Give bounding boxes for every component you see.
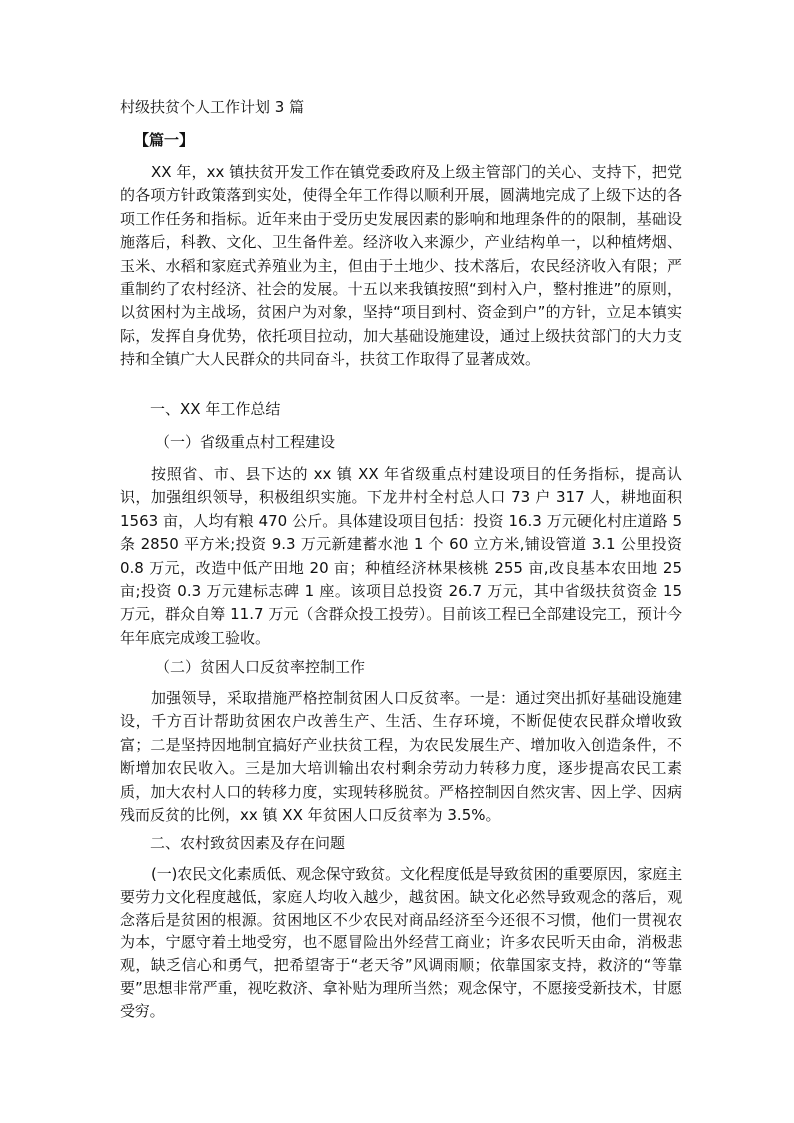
intro-paragraph: XX 年，xx 镇扶贫开发工作在镇党委政府及上级主管部门的关心、支持下，把党的各项方针政策落到实处，使得全年工作得以顺利开展，圆满地完成了上级下达的各项工作任务和指标。近年来由于受历史发展因素的影响和地理条件的的限制，基础设施落后，科教、文化、卫生备件差。经济收入来源少，产业结构单一，以种植烤烟、玉米、水稻和家庭式养殖业为主，但由于土地少、技术落后，农民经济收入有限；严重制约了农村经济、社会的发展。十五以来我镇按照“到村入户，整村推进”的原则，以贫困村为主战场，贫困户为对象，坚持“项目到村、资金到户”的方针，立足本镇实际，发挥自身优势，依托项目拉动，加大基础设施建设，通过上级扶贫部门的大力支持和全镇广大人民群众的共同奋斗，扶贫工作取得了显著成效。 xyxy=(120,163,682,369)
paragraph-poverty-return: 加强领导，采取措施严格控制贫困人口反贫率。一是：通过突出抓好基础设施建设，千方百计帮助贫困农户改善生产、生活、生存环境，不断促使农民群众增收致富；二是坚持因地制宜搞好产业扶贫工程，为农民发展生产、增加收入创造条件，不断增加农民收入。三是加大培训输出农村剩余劳动力转移力度，逐步提高农民工素质，加大农村人口的转移力度，实现转移脱贫。严格控制因自然灾害、因上学、因病残而反贫的比例，xx 镇 XX 年贫困人口反贫率为 3.5%。 xyxy=(120,689,682,825)
heading-work-summary: 一、XX 年工作总结 xyxy=(150,400,281,418)
section-marker: 【篇一】 xyxy=(134,131,195,149)
paragraph-education-factor: (一)农民文化素质低、观念保守致贫。文化程度低是导致贫困的重要原因，家庭主要劳力文化程度越低，家庭人均收入越少，越贫困。缺文化必然导致观念的落后，观念落后是贫困的根源。贫困地区不少农民对商品经济至今还很不习惯，他们一贯视农为本，宁愿守着土地受穷，也不愿冒险出外经营工商业；许多农民听天由命，消极悲观，缺乏信心和勇气，把希望寄于“老天爷”风调雨顺；依靠国家支持，救济的“等靠要”思想非常严重，视吃救济、拿补贴为理所当然；观念保守，不愿接受新技术，甘愿受穷。 xyxy=(120,865,682,1020)
document-title: 村级扶贫个人工作计划 3 篇 xyxy=(120,98,305,116)
paragraph-key-village: 按照省、市、县下达的 xx 镇 XX 年省级重点村建设项目的任务指标，提高认识，加强组织领导，积极组织实施。下龙井村全村总人口 73 户 317 人，耕地面积 1563 亩，人均有粮 470 公斤。具体建设项目包括：投资 16.3 万元硬化村庄道路 5 条 2850 平方米;投资 9.3 万元新建蓄水池 1 个 60 立方米,铺设管道 3.1 公里投资 0.8 万元，改造中低产田地 20 亩；种植经济林果核桃 255 亩,改良基本农田地 25 亩;投资 0.3 万元建标志碑 1 座。该项目总投资 26.7 万元，其中省级扶贫资金 15 万元，群众自筹 11.7 万元（含群众投工投劳）。目前该工程已全部建设完工，预计今年年底完成竣工验收。 xyxy=(120,465,682,647)
heading-poverty-causes: 二、农村致贫因素及存在问题 xyxy=(150,834,346,852)
subheading-poverty-return: （二）贫困人口反贫率控制工作 xyxy=(155,658,366,676)
subheading-key-village: （一）省级重点村工程建设 xyxy=(155,433,336,451)
